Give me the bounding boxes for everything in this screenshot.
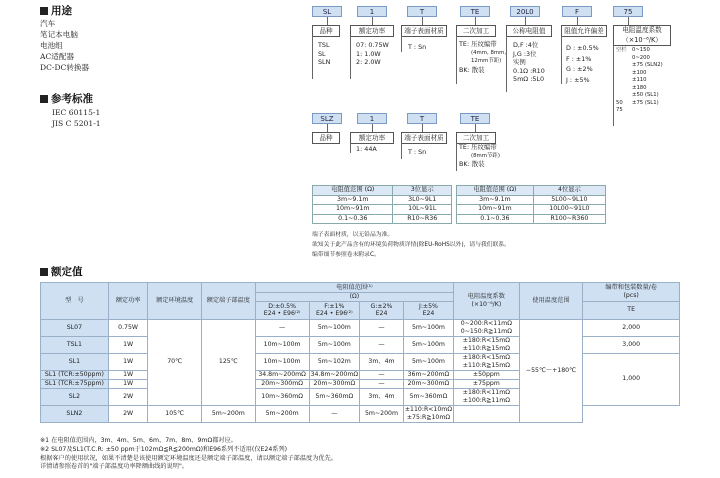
header-terminal-temp: 额定端子部温度 [201, 283, 255, 320]
pn1-code-series: SL [312, 6, 342, 17]
usage-item: AC适配器 [40, 52, 75, 61]
cell-model: SL1 (TCR:±50ppm) [41, 370, 109, 379]
pn1-series-list [318, 41, 330, 67]
code-table-cell: 0.1~0.36 [457, 214, 534, 224]
pn1-resistance-item: 5mΩ :5L0 [513, 75, 545, 83]
cell-f: 20m~300mΩ [309, 379, 360, 388]
code-table-cell: 0.1~0.36 [313, 214, 393, 224]
header-power: 额定功率 [108, 283, 148, 320]
pn1-tcr-value: ±75 (SLN2) [632, 62, 663, 68]
pn1-tolerance-item: G : ±2% [566, 65, 593, 73]
mid-note: 欲知关于此产品含有的环境负荷物质详情(除EU-RoHS以外)，请与我们联系。 [312, 242, 510, 248]
pn2-terminal-value: T : Sn [408, 148, 427, 156]
pn1-process-item: (4mm, 8mm, [471, 49, 507, 56]
code-table-cell: 10L~91L [393, 205, 452, 215]
pn1-tolerance-list [566, 43, 599, 85]
mid-note: 编带细节参照卷末附录C。 [312, 252, 380, 258]
pn1-tcr-code: 空栏 [616, 47, 627, 53]
pn1-tcr-value: ±110 [632, 77, 647, 83]
pn1-resistance-item: 实例 [513, 58, 526, 66]
pn1-resistance-item: 0.1Ω :R10 [513, 66, 545, 75]
cell-g: 3m、4m [360, 388, 404, 405]
footnote: ※2 SL07及SL1(T.C.R: ±50 ppm于102mΩ≦R≦200mΩ)和E96系列不适用(仅E24系列) [40, 445, 288, 453]
cell-model: SL1 (TCR:±75ppm) [41, 379, 109, 388]
pn1-power-list [356, 41, 389, 67]
code-table-cell: 3m~9.1m [457, 195, 534, 205]
cell-d: — [255, 319, 309, 336]
cell-pack: 2,000 [583, 319, 680, 336]
cell-pack: 1,000 [583, 353, 680, 405]
footnotes [40, 437, 337, 472]
header-g-text: G:±2% [370, 302, 393, 310]
mid-notes [312, 230, 510, 260]
header-model: 型 号 [41, 283, 109, 320]
heading-square-icon [40, 268, 48, 276]
usage-list [40, 18, 89, 73]
cell-power: 2W [108, 405, 148, 422]
pn1-label-tcr-unit: （×10⁻⁶/K） [622, 35, 662, 44]
pn1-tcr-codes [616, 47, 627, 115]
cell-pack: 3,000 [583, 336, 680, 353]
pn1-process-item: 12mm节距) [471, 58, 502, 64]
pn2-label-power: 额定功率 [350, 132, 394, 144]
cell-g: — [360, 336, 404, 353]
cell-g: — [360, 319, 404, 336]
pn1-tcr-values [632, 47, 663, 107]
cell-j: 36m~200mΩ [403, 370, 453, 379]
pn1-tolerance-item: F : ±1% [566, 54, 592, 63]
usage-item: 电池组 [40, 41, 63, 50]
pn1-code-terminal: T [407, 6, 437, 17]
pn1-tcr-code: 75 [616, 107, 623, 113]
rated-heading [40, 264, 83, 279]
standard-item: IEC 60115-1 [52, 108, 101, 117]
pn1-power-item: 07: 0.75W [356, 41, 389, 49]
cell-j: 5m~360mΩ [403, 388, 453, 405]
pn1-tcr-value: ±75 (SL1) [632, 99, 659, 106]
table-row [41, 405, 680, 422]
code-table-header: 电阻值范围 (Ω) [457, 186, 534, 196]
cell-power: 1W [108, 379, 148, 388]
cell-ambient-temp: 70℃ [148, 319, 202, 405]
pn1-tcr-value: ±180 [632, 84, 647, 91]
pn1-tolerance-item: J : ±5% [566, 75, 590, 84]
header-tcr-unit: (×10⁻⁶/K) [471, 300, 502, 308]
pn2-code-terminal: T [407, 113, 437, 124]
rated-table [40, 282, 680, 423]
cell-tcr-line: ±100:R≧11mΩ [462, 396, 510, 404]
pn2-code-process: TE [460, 113, 490, 124]
pn2-process-item: BK: 散装 [459, 160, 485, 168]
standards-heading [40, 91, 93, 106]
cell-j: 5m~100m [403, 353, 453, 370]
cell-pack [454, 405, 520, 422]
header-ambient-temp: 额定环境温度 [148, 283, 202, 320]
header-g-series: E24 [375, 310, 388, 318]
rated-title: 额定值 [51, 266, 83, 278]
pn1-tcr-code: 50 [616, 99, 623, 106]
usage-item: DC-DC转换器 [40, 63, 90, 72]
header-f-series: E24 • E96⁽²⁾ [316, 310, 353, 318]
cell-tcr [403, 405, 453, 422]
cell-power: 2W [108, 388, 148, 405]
cell-tcr-line: 0~150:R≧11mΩ [460, 327, 512, 335]
cell-tcr [454, 319, 520, 336]
cell-d: 20m~300mΩ [255, 379, 309, 388]
cell-g: — [360, 379, 404, 388]
code-table-cell: 10L00~91L0 [533, 205, 605, 215]
footnote: 详情请参照卷首的"端子部温度功率降额曲线的说明"。 [40, 463, 189, 471]
pn1-label-tcr-text: 电阻温度系数 [622, 26, 662, 34]
code-table-cell: 3m~9.1m [313, 195, 393, 205]
cell-f: 34.8m~200mΩ [310, 370, 359, 378]
cell-d: 10m~360mΩ [255, 388, 309, 405]
pn2-process-item: (8mm节距) [471, 152, 500, 159]
header-f-text: F:±1% [324, 302, 345, 310]
pn1-tcr-value: ±50 (SL1) [632, 92, 659, 98]
cell-tcr-line: ±180:R<15mΩ [462, 337, 510, 344]
pn2-code-series: SLZ [312, 113, 342, 124]
cell-tcr-line: ±110:R≧15mΩ [462, 361, 510, 369]
pn1-code-tolerance: F [562, 6, 592, 17]
cell-tcr [454, 336, 520, 353]
header-range-unit: (Ω) [255, 293, 453, 302]
pn1-power-item: 2: 2.0W [356, 58, 381, 66]
pn1-label-terminal: 端子表面材质 [401, 25, 447, 37]
cell-model: SLN2 [41, 405, 109, 422]
usage-title: 用途 [51, 5, 72, 17]
cell-d: 10m~100m [255, 353, 309, 370]
cell-tcr: ±50ppm [454, 370, 520, 379]
cell-model: SL2 [41, 388, 109, 405]
pn1-code-power: 1 [357, 6, 387, 17]
code-table-cell: 3L0~9L1 [393, 195, 452, 205]
cell-model: TSL1 [41, 336, 109, 353]
pn2-power-value: 1: 44A [356, 145, 377, 153]
cell-power: 1W [108, 353, 148, 370]
header-packing [583, 283, 680, 302]
cell-power: 1W [108, 370, 148, 379]
pn1-label-process: 二次加工 [456, 25, 496, 37]
heading-square-icon [40, 95, 48, 103]
cell-terminal-temp: 125℃ [201, 319, 255, 405]
pn1-code-process: TE [460, 6, 490, 17]
cell-j: 5m~100m [403, 336, 453, 353]
pn1-terminal-value: T : Sn [408, 43, 427, 51]
header-packing-text: 编带和包装数量/卷 [605, 284, 657, 292]
header-j-text: J:±5% [419, 302, 438, 310]
code-table-cell: 10m~91m [457, 205, 534, 215]
pn2-process-item: TE: 压纹编带 [459, 143, 497, 151]
code-table-header: 3位显示 [393, 186, 452, 196]
table-row [41, 353, 680, 370]
pn2-code-power: 1 [357, 113, 387, 124]
header-resistance-range: 电阻值范围⁽¹⁾ [255, 283, 453, 293]
pn1-label-tcr [613, 25, 671, 46]
pn1-process-list [459, 40, 506, 74]
pn2-label-series: 品种 [312, 132, 340, 144]
pn1-label-power: 额定功率 [350, 25, 394, 37]
cell-j: 5m~200m [360, 405, 404, 422]
pn1-tcr-value: 0~200 [632, 54, 650, 61]
header-tcr-text: 电阻温度系数 [467, 293, 505, 301]
header-packing-te: TE [583, 301, 680, 319]
cell-tcr [454, 353, 520, 370]
pn2-process-list [459, 143, 500, 169]
code-table-header: 4位显示 [533, 186, 605, 196]
header-f [309, 301, 360, 319]
usage-item: 笔记本电脑 [40, 30, 78, 39]
cell-operating-temp: −55℃～+180℃ [519, 319, 583, 422]
pn1-tcr-value: ±100 [632, 69, 647, 76]
cell-tcr [454, 388, 520, 405]
table-row [41, 319, 680, 336]
table-row [41, 336, 680, 353]
header-g [360, 301, 404, 319]
pn1-tolerance-item: D : ±0.5% [566, 44, 599, 52]
pn1-label-resistance: 公称电阻值 [506, 25, 552, 37]
cell-j: 20m~300mΩ [403, 379, 453, 388]
code-table-header: 电阻值范围 (Ω) [313, 186, 393, 196]
cell-tcr-line: ±180:R<11mΩ [462, 389, 510, 396]
cell-f: 5m~100m [309, 319, 360, 336]
cell-d: 5m~200m [201, 405, 255, 422]
footnote: 根据客户的使用状况，如果不清楚是该使用额定环境温度还是额定端子部温度，请以额定端子部温度为优先。 [40, 454, 337, 462]
pn1-label-tolerance: 阻值允许偏差 [561, 25, 607, 37]
cell-model: SL1 [41, 353, 109, 370]
header-j-series: E24 [422, 310, 435, 318]
header-tcr [454, 283, 520, 320]
header-d-text: D:±0.5% [268, 302, 296, 310]
header-packing-unit: (pcs) [623, 291, 639, 299]
cell-tcr-line: ±110:R≧15mΩ [462, 344, 510, 352]
cell-f: 5m~360mΩ [309, 388, 360, 405]
pn1-series-item: TSL [318, 41, 330, 49]
header-d [255, 301, 309, 319]
cell-power: 0.75W [108, 319, 148, 336]
pn1-series-item: SLN [318, 58, 331, 66]
cell-d: 10m~100m [255, 336, 309, 353]
usage-heading [40, 3, 72, 18]
pn1-resistance-item: J,G :3位 [513, 49, 537, 58]
pn1-code-resistance: 20L0 [510, 6, 540, 17]
pn2-label-process: 二次加工 [456, 132, 496, 144]
pn1-resistance-list [513, 41, 545, 84]
code-table-cell: 5L00~9L10 [533, 195, 605, 205]
code-table-cell: R100~R360 [533, 214, 605, 224]
cell-f: 5m~200m [255, 405, 309, 422]
standards-list [52, 107, 101, 129]
standards-title: 参考标准 [51, 93, 93, 105]
cell-g: — [360, 370, 404, 379]
cell-model: SL07 [41, 319, 109, 336]
cell-tcr-line: ±110:R<10mΩ [404, 406, 453, 413]
code-table-cell: R10~R36 [393, 214, 452, 224]
pn1-power-item: 1: 1.0W [356, 49, 381, 58]
heading-square-icon [40, 7, 48, 15]
cell-tcr-line: ±75:R≧10mΩ [406, 413, 451, 421]
pn1-code-tcr: 75 [613, 6, 643, 17]
pn1-label-series: 品种 [312, 25, 340, 37]
pn1-process-item: TE: 压纹编带 [459, 40, 497, 48]
code-table-4digit [456, 185, 606, 224]
pn1-series-item: SL [318, 49, 326, 58]
pn2-label-terminal: 端子表面材质 [401, 132, 447, 144]
standard-item: JIS C 5201-1 [52, 119, 101, 128]
pn1-process-item: BK: 散装 [459, 65, 485, 74]
code-table-3digit [312, 185, 452, 224]
mid-note: 端子表面材质，以无铅品为准。 [312, 232, 394, 238]
footnote: ※1 在电阻值范围内，3m、4m、5m、6m、7m、8m、9mΩ都对应。 [40, 437, 237, 444]
usage-item: 汽车 [40, 19, 56, 28]
header-j [403, 301, 453, 319]
code-table-cell: 10m~91m [313, 205, 393, 215]
cell-terminal-temp: 105℃ [148, 405, 202, 422]
cell-g: 3m、4m [360, 353, 404, 370]
pn1-resistance-item: D,F :4位 [513, 41, 539, 49]
header-d-series: E24 • E96⁽²⁾ [263, 310, 301, 318]
cell-f: 5m~100m [309, 336, 360, 353]
cell-tcr-line: 0~200:R<11mΩ [460, 320, 512, 327]
cell-power: 1W [108, 336, 148, 353]
cell-tcr-line: ±180:R<15mΩ [462, 354, 510, 361]
cell-tcr: ±75ppm [454, 379, 520, 388]
cell-d: 34.8m~200mΩ [255, 370, 309, 379]
cell-j: 5m~100m [403, 319, 453, 336]
header-operating-temp: 使用温度范围 [519, 283, 583, 320]
pn1-tcr-value: 0~150 [632, 47, 650, 53]
cell-g: — [309, 405, 360, 422]
cell-f: 5m~102m [309, 353, 360, 370]
